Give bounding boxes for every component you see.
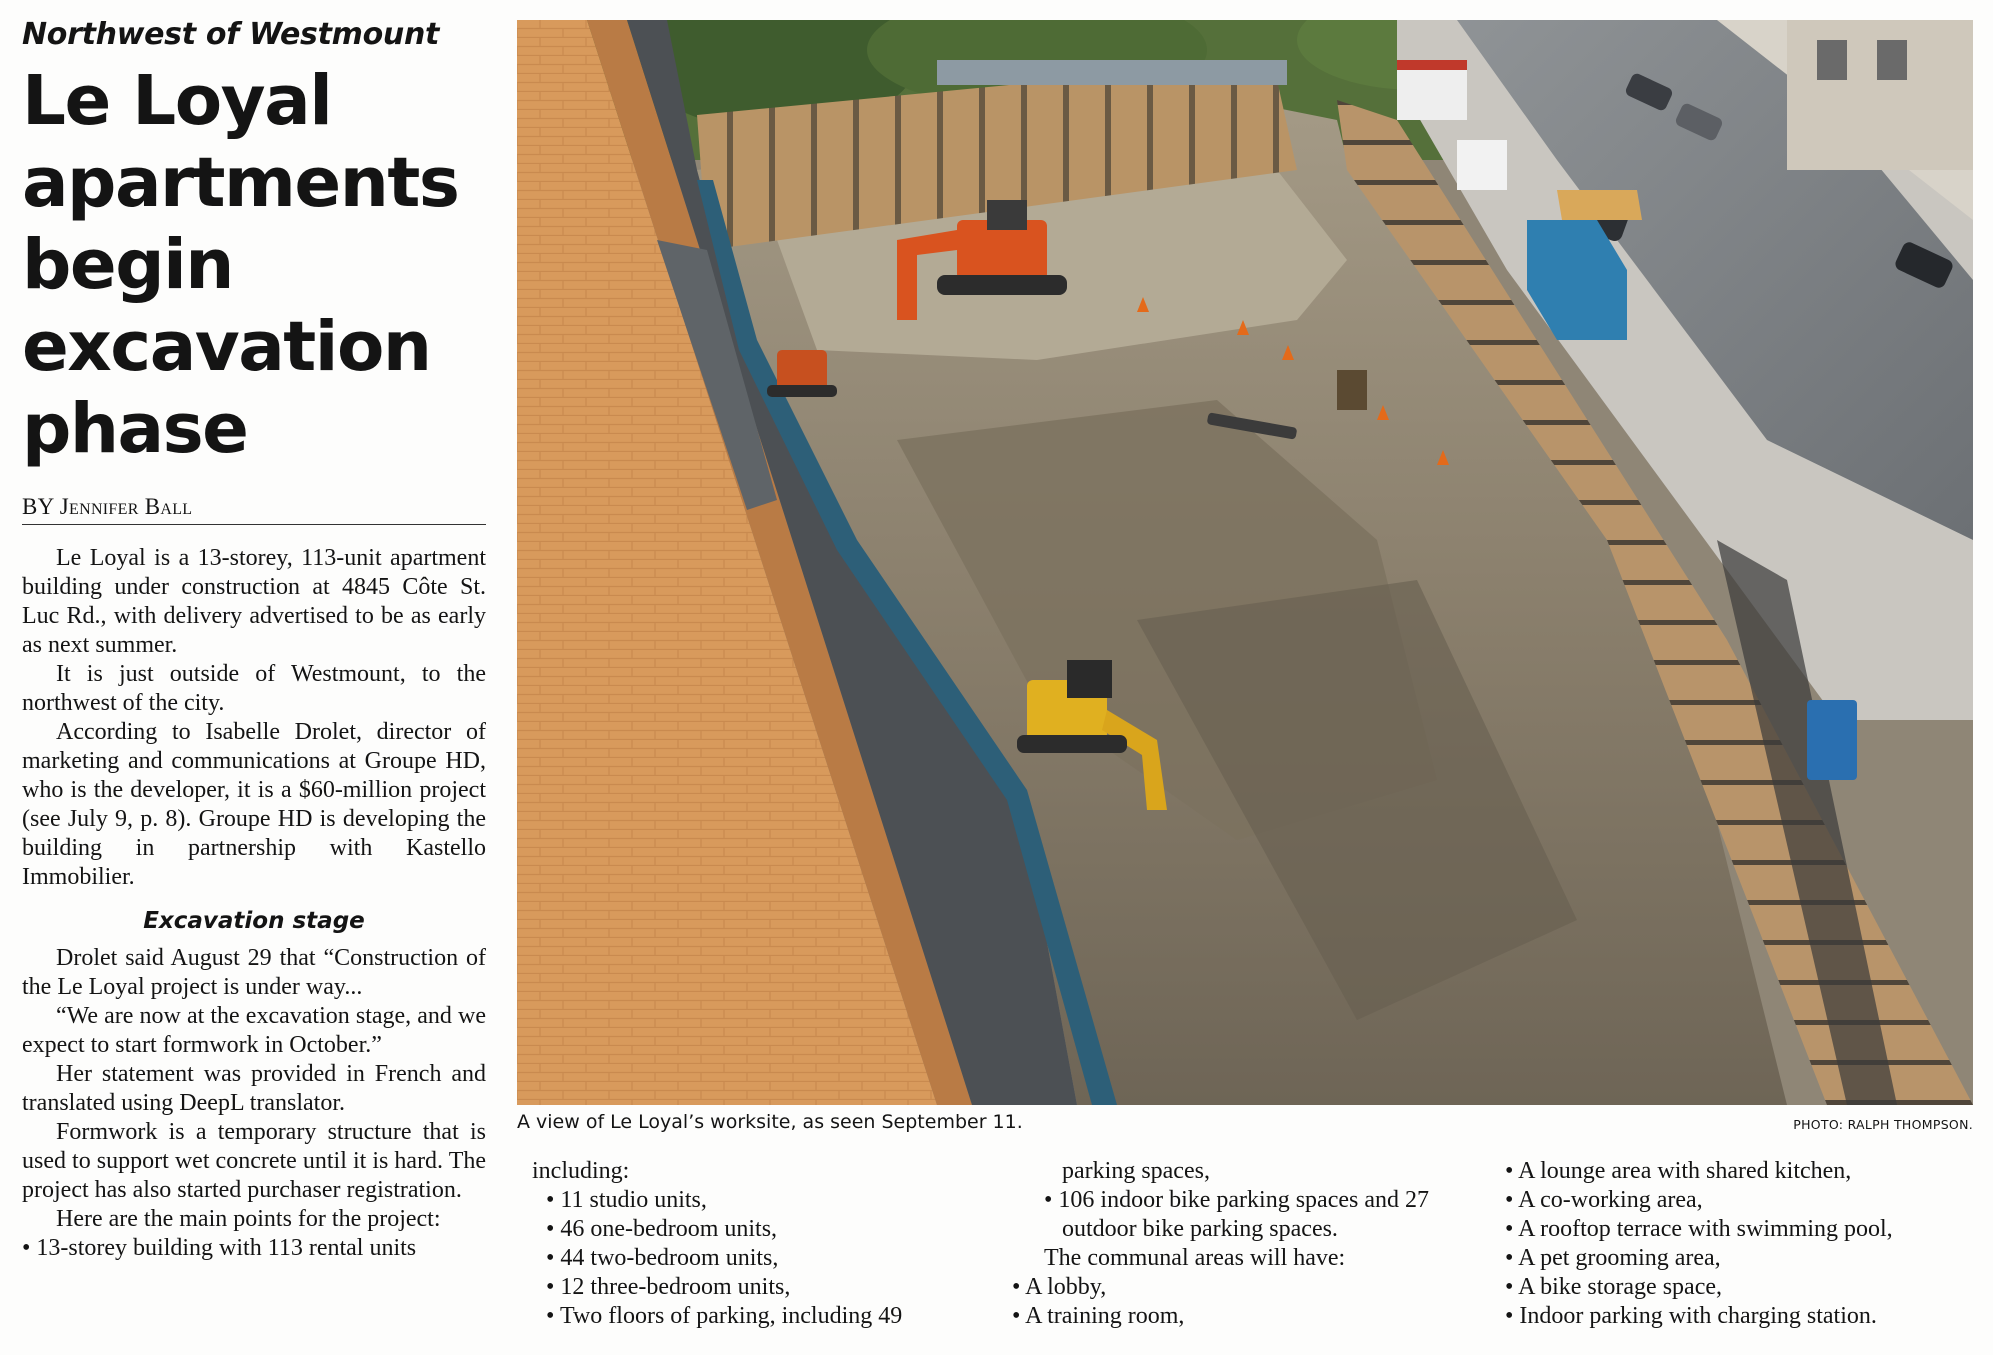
bullet-item: • A co-working area, — [1505, 1187, 1703, 1213]
body-paragraph: According to Isabelle Drolet, director of marketing and communications at Groupe HD, who is the developer, it is a $60-million project (see July 9, p. 8). Groupe HD is developing the building in partnership with Kastello Immobilier. — [22, 719, 486, 890]
construction-site-illustration — [517, 20, 1973, 1105]
headline-line: phase — [22, 389, 248, 469]
bullet-item: • 106 indoor bike parking spaces and 27 — [1044, 1187, 1429, 1213]
small-excavator — [767, 350, 837, 397]
body-paragraph: It is just outside of Westmount, to the northwest of the city. — [22, 661, 486, 716]
bullet-item: • 44 two-bedroom units, — [546, 1245, 779, 1271]
byline-prefix-text: BY — [22, 494, 54, 519]
bullet-item: • Indoor parking with charging station. — [1505, 1303, 1877, 1329]
column-line: outdoor bike parking spaces. — [1062, 1216, 1338, 1242]
byline-first-name: Jennifer — [59, 494, 139, 519]
body-paragraph: Here are the main points for the project: — [56, 1206, 441, 1232]
body-paragraph: Formwork is a temporary structure that is used to support wet concrete until it is hard. The project has also started purchaser registration. — [22, 1119, 486, 1203]
section-subhead: Excavation stage — [143, 908, 365, 934]
bullet-item: • A lounge area with shared kitchen, — [1505, 1158, 1852, 1184]
body-paragraph: Her statement was provided in French and translated using DeepL translator. — [22, 1061, 486, 1116]
headline-line: begin — [22, 225, 233, 305]
construction-site-photo — [517, 20, 1973, 1105]
bullet-item: • 12 three-bedroom units, — [546, 1274, 791, 1300]
column-line: The communal areas will have: — [1044, 1245, 1346, 1271]
article-column-2 — [532, 1157, 992, 1331]
bullet-item: • A lobby, — [1012, 1274, 1107, 1300]
headline-line: Le Loyal — [22, 61, 332, 141]
photo-caption: A view of Le Loyal’s worksite, as seen September 11. — [517, 1111, 1023, 1133]
bullet-item: • A bike storage space, — [1505, 1274, 1723, 1300]
bullet-item: • A rooftop terrace with swimming pool, — [1505, 1216, 1893, 1242]
column-line: parking spaces, — [1062, 1158, 1210, 1184]
bullet-item: • 46 one-bedroom units, — [546, 1216, 778, 1242]
byline-author — [60, 494, 193, 519]
body-paragraph: Drolet said August 29 that “Construction of the Le Loyal project is under way... — [22, 945, 486, 1000]
portable-toilet — [1807, 700, 1857, 780]
column-line: including: — [532, 1158, 630, 1184]
photo-caption-row — [517, 1111, 1973, 1141]
bullet-item: • A training room, — [1012, 1303, 1185, 1329]
bullet-item: • 11 studio units, — [546, 1187, 707, 1213]
byline-last-name: Ball — [144, 494, 193, 519]
article-column-3 — [1012, 1157, 1482, 1331]
photo-credit — [1793, 1117, 1973, 1132]
bullet-item: • 13-storey building with 113 rental units — [22, 1234, 486, 1263]
body-paragraph: “We are now at the excavation stage, and we expect to start formwork in October.” — [22, 1003, 486, 1058]
body-paragraph: Le Loyal is a 13-storey, 113-unit apartment building under construction at 4845 Côte St. Luc Rd., with delivery advertised to be as early as next summer. — [22, 545, 486, 658]
article-byline — [22, 492, 486, 525]
headline-line: apartments — [22, 143, 459, 223]
bullet-item: • A pet grooming area, — [1505, 1245, 1721, 1271]
byline-prefix — [22, 494, 54, 519]
article-headline — [22, 60, 486, 470]
photo-credit-first: RALPH — [1847, 1117, 1890, 1132]
bullet-item: • Two floors of parking, including 49 — [546, 1303, 903, 1329]
article-column-4 — [1505, 1157, 1975, 1331]
photo-credit-label: PHOTO: — [1793, 1117, 1844, 1132]
article-body — [22, 544, 486, 1263]
photo-credit-last: THOMPSON. — [1894, 1117, 1973, 1132]
article-kicker: Northwest of Westmount — [22, 17, 440, 52]
article-left-column — [22, 14, 486, 1263]
headline-line: excavation — [22, 307, 431, 387]
